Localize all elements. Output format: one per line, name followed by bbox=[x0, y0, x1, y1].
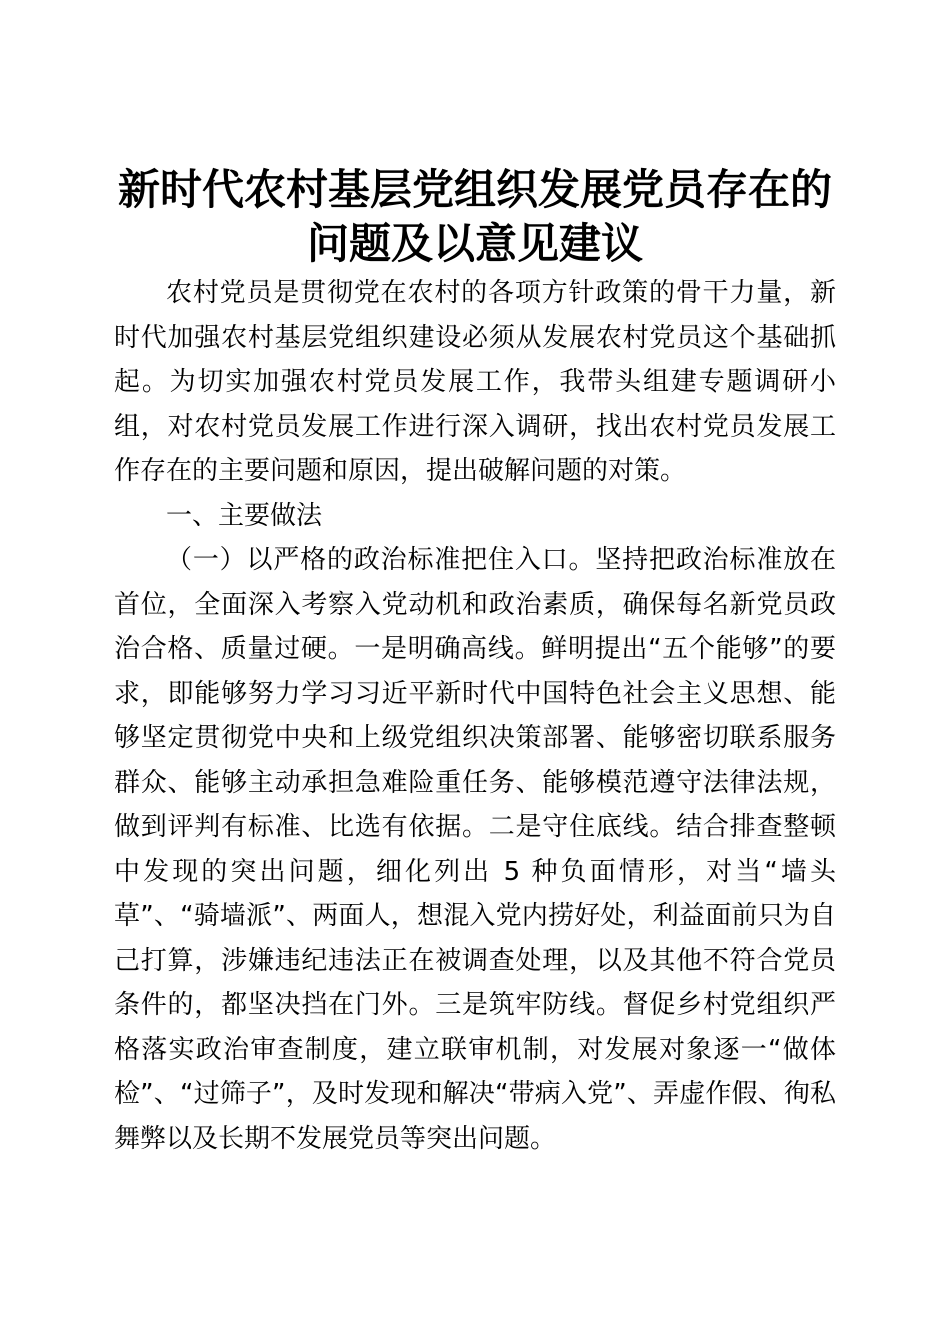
document-title: 新时代农村基层党组织发展党员存在的问题及以意见建议 bbox=[117, 165, 832, 268]
paragraph-intro: 农村党员是贯彻党在农村的各项方针政策的骨干力量，新时代加强农村基层党组织建设必须从发展农村党员这个基础抓起。为切实加强农村党员发展工作，我带头组建专题调研小组，对农村党员发展工作进行深入调研，找出农村党员发展工作存在的主要问题和原因，提出破解问题的对策。 bbox=[114, 278, 836, 486]
paragraph-section-heading: 一、主要做法 bbox=[166, 500, 323, 531]
document-body bbox=[114, 271, 836, 1161]
paragraph-section-one: （一）以严格的政治标准把住入口。坚持把政治标准放在首位，全面深入考察入党动机和政治素质，确保每名新党员政治合格、质量过硬。一是明确高线。鲜明提出“五个能够”的要求，即能够努力学习习近平新时代中国特色社会主义思想、能够坚定贯彻党中央和上级党组织决策部署、能够密切联系服务群众、能够主动承担急难险重任务、能够模范遵守法律法规，做到评判有标准、比选有依据。二是守住底线。结合排查整顿中发现的突出问题，细化列出 5 种负面情形，对当“墙头草”、“骑墙派”、两面人，想混入党内捞好处，利益面前只为自己打算，涉嫌违纪违法正在被调查处理，以及其他不符合党员条件的，都坚决挡在门外。三是筑牢防线。督促乡村党组织严格落实政治审查制度，建立联审机制，对发展对象逐一“做体检”、“过筛子”，及时发现和解决“带病入党”、弄虚作假、徇私舞弊以及长期不发展党员等突出问题。 bbox=[114, 545, 836, 1154]
